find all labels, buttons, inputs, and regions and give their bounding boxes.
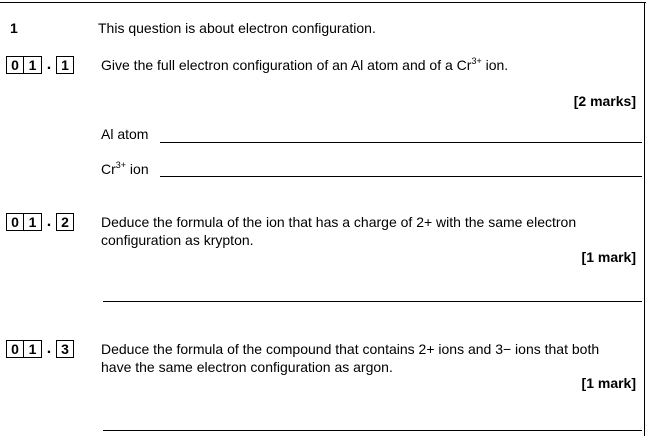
answer-line[interactable]: [103, 301, 642, 302]
code-digit-box: 0: [6, 340, 24, 358]
page-top-border: [0, 2, 646, 3]
marks-label: [2 marks]: [573, 93, 636, 109]
code-part-box: 1: [56, 56, 74, 74]
part-question-text: Give the full electron configuration of an Al atom and of a $Cr^{3+}$ ion.: [101, 56, 509, 73]
part-question-text: Deduce the formula of the compound that contains 2+ ions and 3− ions that both have the same electron configuration as argon.: [101, 341, 600, 375]
marks-label: [1 mark]: [581, 375, 636, 391]
question-number: 1: [10, 20, 18, 36]
page-right-border: [644, 2, 645, 436]
marks-label: [1 mark]: [581, 249, 636, 265]
code-part-box: 3: [56, 340, 74, 358]
code-part-box: 2: [56, 213, 74, 231]
code-digit-box: 1: [24, 340, 42, 358]
answer-label-cr-ion: $Cr^{3+}$ ion: [101, 160, 149, 177]
answer-line-cr-ion[interactable]: [160, 176, 642, 177]
answer-line[interactable]: [103, 430, 642, 431]
code-dot: .: [46, 340, 52, 357]
answer-line-al-atom[interactable]: [160, 142, 642, 143]
part-code-01-2: [6, 213, 74, 231]
question-intro: This question is about electron configuration.: [98, 20, 376, 36]
part-code-01-3: [6, 340, 74, 358]
answer-label-al-atom: Al atom: [101, 126, 149, 142]
code-digit-box: 1: [24, 213, 42, 231]
code-digit-box: 1: [24, 56, 42, 74]
code-dot: .: [46, 56, 52, 73]
code-digit-box: 0: [6, 213, 24, 231]
code-dot: .: [46, 213, 52, 230]
code-digit-box: 0: [6, 56, 24, 74]
part-code-01-1: [6, 56, 74, 74]
part-question-text: Deduce the formula of the ion that has a charge of 2+ with the same electron configuration as krypton.: [101, 214, 577, 248]
